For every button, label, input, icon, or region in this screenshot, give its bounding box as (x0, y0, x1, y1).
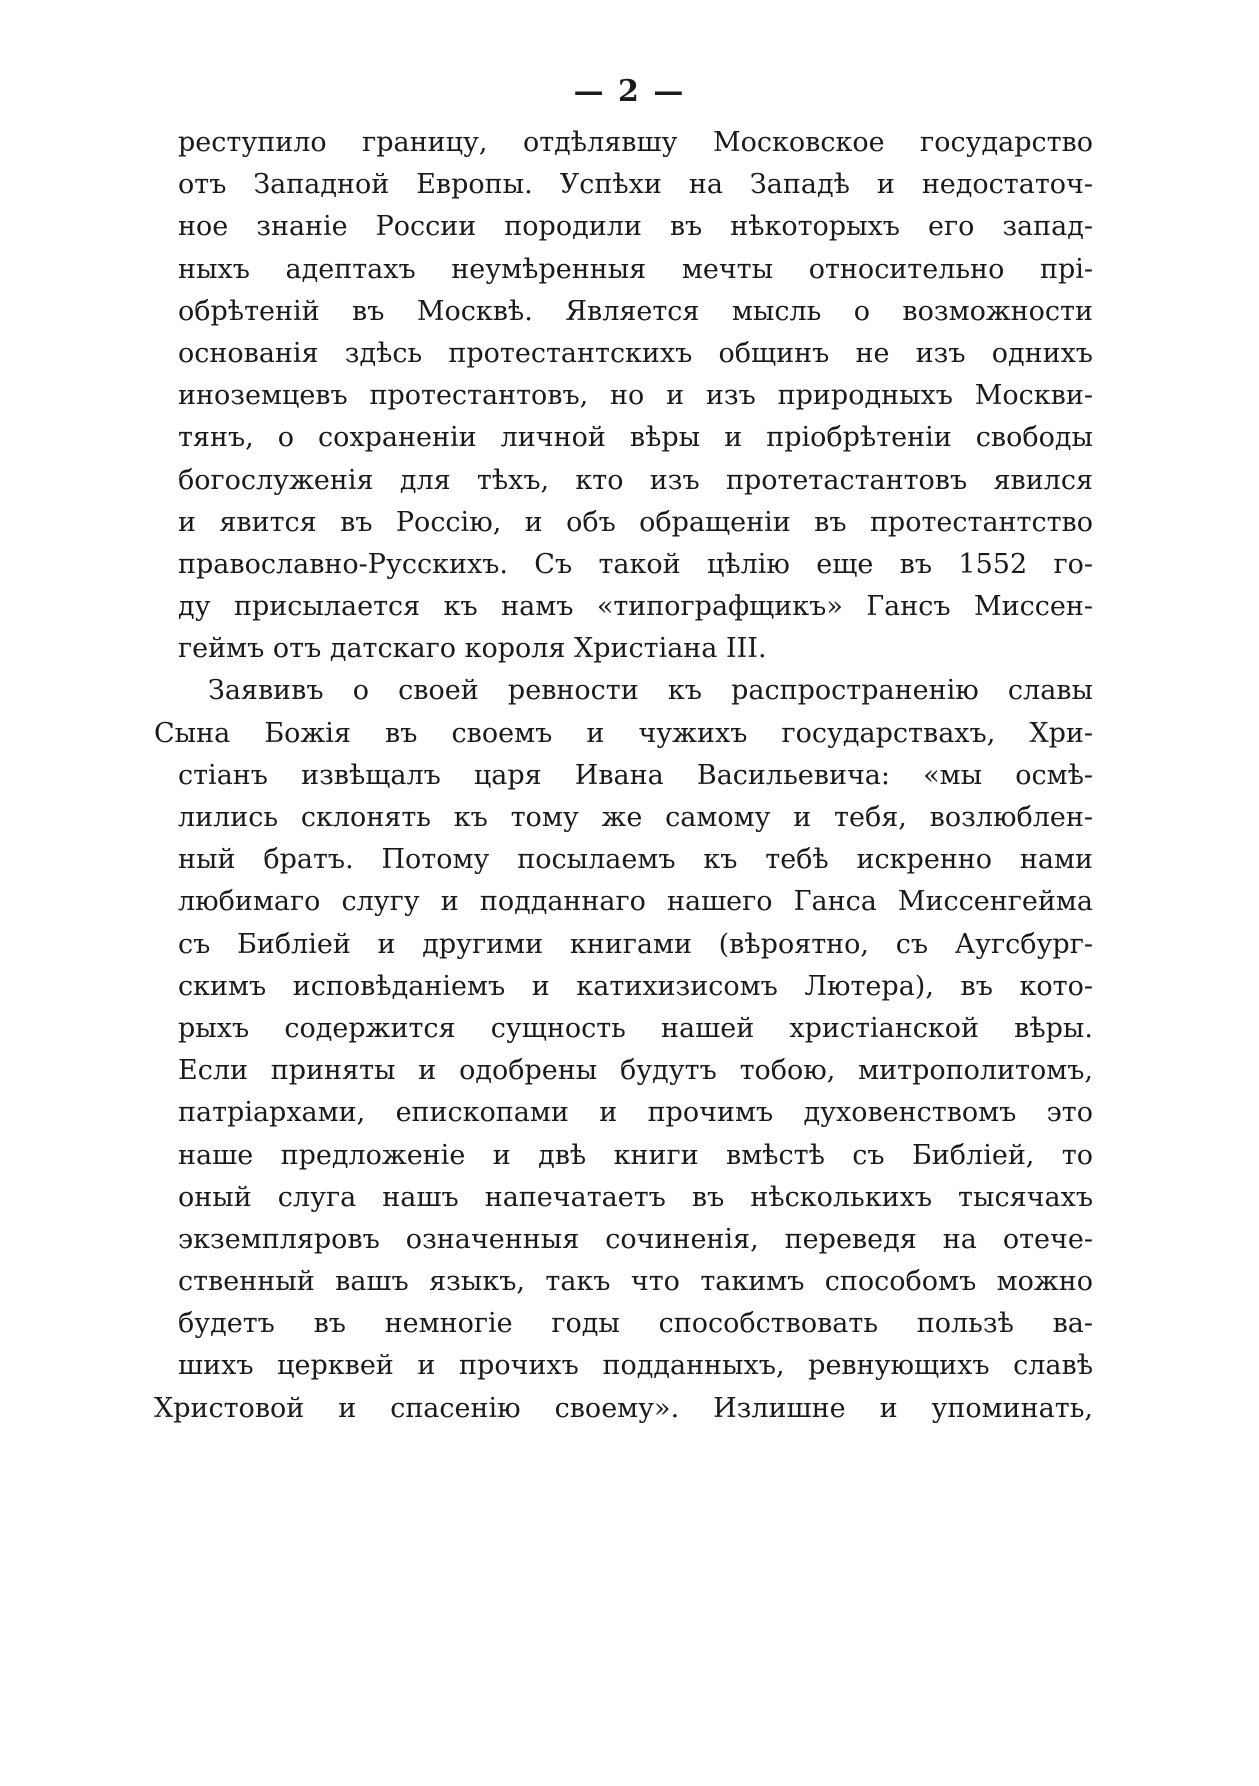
text-line: ственный вашъ языкъ, такъ что такимъ способомъ можно (178, 1266, 1093, 1298)
paragraph-start-line: Заявивъ о своей ревности къ распространенію славы (208, 675, 1093, 707)
text-line: ное знаніе России породили въ нѣкоторыхъ его запад- (178, 211, 1093, 243)
text-line: ный братъ. Потому посылаемъ къ тебѣ искренно нами (178, 844, 1093, 876)
text-line: рыхъ содержится сущность нашей христіанской вѣры. (178, 1012, 1093, 1044)
text-line: реступило границу, отдѣлявшу Московское государство (178, 127, 1093, 158)
text-line: любимаго слугу и подданнаго нашего Ганса Миссенгейма (178, 886, 1093, 918)
text-line: основанія здѣсь протестантскихъ общинъ не изъ однихъ (178, 337, 1093, 369)
text-line: богослуженія для тѣхъ, кто изъ протетастантовъ явился (178, 464, 1093, 496)
text-line: патріархами, епископами и прочимъ духовенствомъ это (178, 1097, 1093, 1129)
text-line: оный слуга нашъ напечатаетъ въ нѣсколькихъ тысячахъ (178, 1181, 1093, 1213)
text-line: съ Библіей и другими книгами (вѣроятно, съ Аугсбург- (178, 928, 1093, 960)
text-line: Если приняты и одобрены будутъ тобою, митрополитомъ, (178, 1055, 1093, 1087)
text-line: тянъ, о сохраненіи личной вѣры и пріобрѣтеніи свободы (178, 422, 1093, 454)
text-line: скимъ исповѣданіемъ и катихизисомъ Лютера), въ кото- (178, 970, 1093, 1002)
text-line: обрѣтеній въ Москвѣ. Является мысль о возможности (178, 295, 1093, 327)
text-line: отъ Западной Европы. Успѣхи на Западѣ и недостаточ- (178, 169, 1093, 201)
text-line: иноземцевъ протестантовъ, но и изъ природныхъ Москви- (178, 380, 1093, 412)
text-line: православно-Русскихъ. Съ такой цѣлію еще въ 1552 го- (178, 548, 1093, 580)
paragraph-end-line: геймъ отъ датскаго короля Христіана III. (178, 633, 767, 665)
text-line: Христовой и спасенію своему». Излишне и упоминать, (154, 1392, 1093, 1424)
text-line: экземпляровъ означенныя сочиненія, переведя на отече- (178, 1223, 1093, 1255)
body-text (154, 122, 1093, 1430)
page-number: — 2 — (573, 74, 686, 109)
text-line: стіанъ извѣщалъ царя Ивана Васильевича: «мы осмѣ- (178, 759, 1093, 791)
text-line: ныхъ адептахъ неумѣренныя мечты относительно прі- (178, 253, 1093, 285)
text-line: ду присылается къ намъ «типографщикъ» Гансъ Миссен- (178, 591, 1093, 623)
text-line: наше предложеніе и двѣ книги вмѣстѣ съ Библіей, то (178, 1139, 1093, 1171)
text-line: будетъ въ немногіе годы способствовать пользѣ ва- (178, 1308, 1093, 1340)
text-line: Сына Божія въ своемъ и чужихъ государствахъ, Хри- (154, 717, 1093, 749)
text-line: лились склонять къ тому же самому и тебя, возлюблен- (178, 802, 1093, 833)
text-line: и явится въ Россію, и объ обращеніи въ протестантство (178, 506, 1093, 538)
text-line: шихъ церквей и прочихъ подданныхъ, ревнующихъ славѣ (178, 1350, 1093, 1382)
